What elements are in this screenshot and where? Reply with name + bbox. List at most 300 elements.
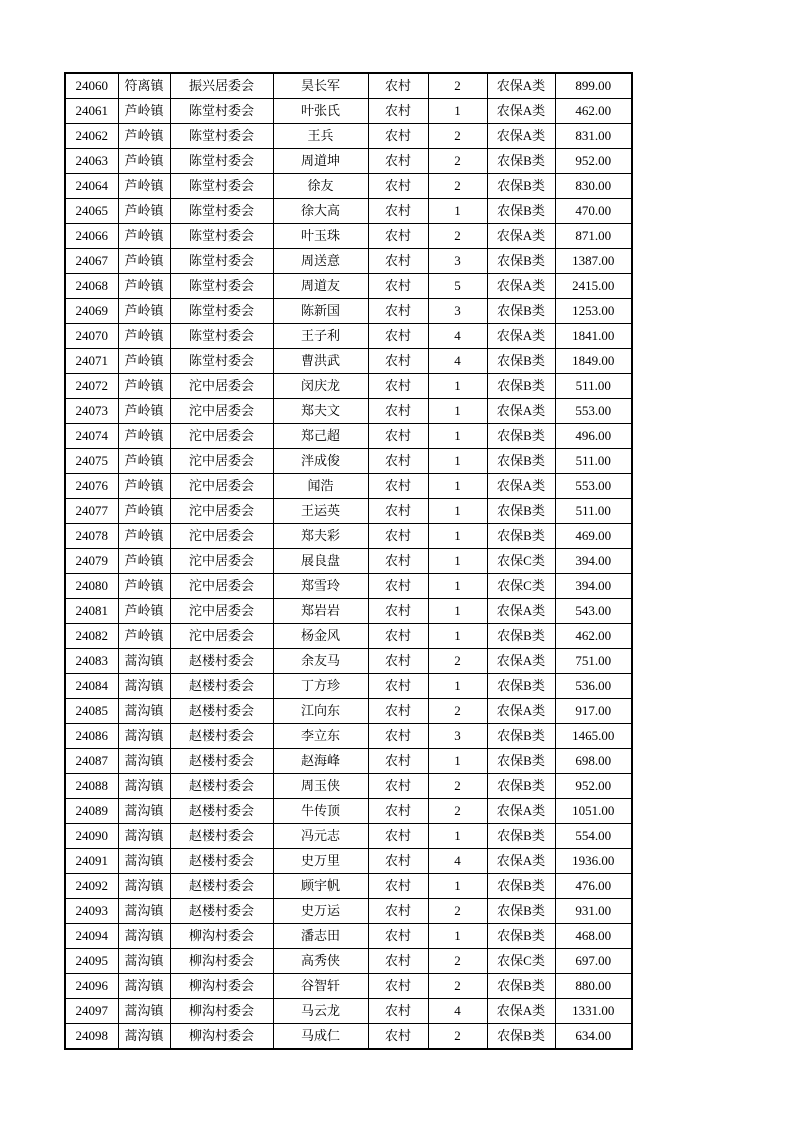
cell-village-committee: 沱中居委会 [170,624,273,649]
cell-amount: 917.00 [555,699,632,724]
cell-person-count: 2 [428,974,487,999]
cell-insurance-category: 农保A类 [487,849,555,874]
cell-person-name: 牛传顶 [273,799,368,824]
cell-insurance-category: 农保B类 [487,899,555,924]
cell-person-name: 马云龙 [273,999,368,1024]
cell-person-count: 1 [428,474,487,499]
cell-person-count: 2 [428,1024,487,1050]
cell-insurance-category: 农保B类 [487,174,555,199]
table-row [65,649,632,674]
cell-residence-type: 农村 [368,249,428,274]
cell-record-id: 24065 [65,199,118,224]
cell-person-count: 1 [428,624,487,649]
cell-residence-type: 农村 [368,949,428,974]
cell-person-name: 顾宇帆 [273,874,368,899]
cell-person-name: 郑岩岩 [273,599,368,624]
cell-insurance-category: 农保B类 [487,974,555,999]
cell-person-name: 余友马 [273,649,368,674]
cell-insurance-category: 农保B类 [487,749,555,774]
cell-amount: 553.00 [555,399,632,424]
cell-person-name: 曹洪武 [273,349,368,374]
table-row [65,424,632,449]
cell-village-committee: 沱中居委会 [170,499,273,524]
cell-town: 芦岭镇 [118,449,170,474]
cell-amount: 1253.00 [555,299,632,324]
cell-record-id: 24069 [65,299,118,324]
cell-person-count: 2 [428,224,487,249]
cell-amount: 394.00 [555,549,632,574]
cell-amount: 394.00 [555,574,632,599]
cell-record-id: 24068 [65,274,118,299]
table-row [65,524,632,549]
cell-town: 芦岭镇 [118,424,170,449]
cell-residence-type: 农村 [368,749,428,774]
cell-record-id: 24081 [65,599,118,624]
cell-residence-type: 农村 [368,349,428,374]
cell-town: 芦岭镇 [118,524,170,549]
cell-town: 芦岭镇 [118,474,170,499]
cell-record-id: 24088 [65,774,118,799]
cell-insurance-category: 农保A类 [487,649,555,674]
cell-person-name: 杨金风 [273,624,368,649]
cell-town: 符离镇 [118,73,170,99]
cell-insurance-category: 农保A类 [487,399,555,424]
cell-insurance-category: 农保C类 [487,949,555,974]
cell-amount: 553.00 [555,474,632,499]
cell-person-count: 1 [428,374,487,399]
cell-person-count: 1 [428,524,487,549]
cell-residence-type: 农村 [368,674,428,699]
cell-town: 蒿沟镇 [118,824,170,849]
cell-town: 芦岭镇 [118,149,170,174]
cell-person-count: 1 [428,574,487,599]
cell-person-name: 徐友 [273,174,368,199]
cell-person-count: 3 [428,724,487,749]
cell-town: 芦岭镇 [118,299,170,324]
cell-record-id: 24089 [65,799,118,824]
cell-village-committee: 赵楼村委会 [170,774,273,799]
cell-residence-type: 农村 [368,1024,428,1050]
cell-person-name: 陈新国 [273,299,368,324]
cell-village-committee: 柳沟村委会 [170,974,273,999]
cell-village-committee: 陈堂村委会 [170,274,273,299]
cell-insurance-category: 农保A类 [487,799,555,824]
cell-residence-type: 农村 [368,374,428,399]
table-row [65,624,632,649]
cell-town: 蒿沟镇 [118,924,170,949]
table-row [65,174,632,199]
cell-insurance-category: 农保A类 [487,999,555,1024]
cell-town: 蒿沟镇 [118,774,170,799]
cell-record-id: 24094 [65,924,118,949]
cell-amount: 543.00 [555,599,632,624]
cell-town: 蒿沟镇 [118,1024,170,1050]
cell-person-count: 2 [428,699,487,724]
cell-insurance-category: 农保B类 [487,299,555,324]
cell-village-committee: 赵楼村委会 [170,849,273,874]
cell-amount: 1936.00 [555,849,632,874]
cell-person-name: 泮成俊 [273,449,368,474]
cell-village-committee: 沱中居委会 [170,474,273,499]
cell-record-id: 24079 [65,549,118,574]
cell-village-committee: 沱中居委会 [170,424,273,449]
cell-amount: 952.00 [555,774,632,799]
cell-town: 芦岭镇 [118,274,170,299]
table-row [65,749,632,774]
cell-town: 芦岭镇 [118,174,170,199]
cell-record-id: 24066 [65,224,118,249]
cell-amount: 952.00 [555,149,632,174]
cell-person-name: 冯元志 [273,824,368,849]
cell-residence-type: 农村 [368,824,428,849]
table-row [65,349,632,374]
cell-amount: 1051.00 [555,799,632,824]
cell-person-count: 5 [428,274,487,299]
cell-person-name: 丁方珍 [273,674,368,699]
cell-person-name: 谷智轩 [273,974,368,999]
cell-town: 芦岭镇 [118,549,170,574]
cell-insurance-category: 农保B类 [487,724,555,749]
cell-person-count: 1 [428,874,487,899]
table-row [65,224,632,249]
cell-village-committee: 陈堂村委会 [170,324,273,349]
table-row [65,824,632,849]
cell-record-id: 24072 [65,374,118,399]
table-row [65,124,632,149]
table-row [65,474,632,499]
cell-village-committee: 陈堂村委会 [170,99,273,124]
cell-village-committee: 陈堂村委会 [170,224,273,249]
cell-amount: 2415.00 [555,274,632,299]
cell-record-id: 24071 [65,349,118,374]
cell-residence-type: 农村 [368,399,428,424]
cell-record-id: 24076 [65,474,118,499]
cell-person-name: 郑雪玲 [273,574,368,599]
cell-village-committee: 陈堂村委会 [170,249,273,274]
cell-person-count: 2 [428,949,487,974]
table-row [65,974,632,999]
cell-town: 蒿沟镇 [118,999,170,1024]
cell-person-name: 王子利 [273,324,368,349]
cell-town: 芦岭镇 [118,399,170,424]
table-row [65,199,632,224]
cell-record-id: 24083 [65,649,118,674]
cell-person-name: 周玉侠 [273,774,368,799]
table-row [65,299,632,324]
cell-record-id: 24090 [65,824,118,849]
cell-person-name: 郑夫文 [273,399,368,424]
cell-residence-type: 农村 [368,174,428,199]
cell-person-name: 叶张氏 [273,99,368,124]
cell-village-committee: 柳沟村委会 [170,1024,273,1050]
table-row [65,399,632,424]
table-row [65,274,632,299]
cell-town: 芦岭镇 [118,624,170,649]
cell-amount: 1841.00 [555,324,632,349]
cell-village-committee: 赵楼村委会 [170,649,273,674]
cell-insurance-category: 农保B类 [487,199,555,224]
table-row [65,1024,632,1050]
cell-record-id: 24085 [65,699,118,724]
cell-village-committee: 柳沟村委会 [170,949,273,974]
cell-insurance-category: 农保B类 [487,1024,555,1050]
cell-record-id: 24098 [65,1024,118,1050]
cell-insurance-category: 农保A类 [487,699,555,724]
cell-insurance-category: 农保B类 [487,774,555,799]
cell-amount: 830.00 [555,174,632,199]
table-row [65,674,632,699]
table-body [65,73,632,1049]
cell-record-id: 24061 [65,99,118,124]
cell-person-count: 1 [428,824,487,849]
cell-record-id: 24078 [65,524,118,549]
cell-person-count: 2 [428,899,487,924]
cell-town: 蒿沟镇 [118,974,170,999]
cell-amount: 468.00 [555,924,632,949]
cell-residence-type: 农村 [368,224,428,249]
cell-residence-type: 农村 [368,974,428,999]
cell-town: 芦岭镇 [118,99,170,124]
cell-person-count: 2 [428,149,487,174]
cell-town: 芦岭镇 [118,199,170,224]
cell-person-name: 潘志田 [273,924,368,949]
cell-record-id: 24092 [65,874,118,899]
cell-person-count: 3 [428,299,487,324]
cell-residence-type: 农村 [368,899,428,924]
table-row [65,73,632,99]
cell-amount: 1465.00 [555,724,632,749]
cell-record-id: 24082 [65,624,118,649]
cell-person-count: 2 [428,174,487,199]
cell-residence-type: 农村 [368,474,428,499]
cell-insurance-category: 农保B类 [487,424,555,449]
cell-village-committee: 赵楼村委会 [170,799,273,824]
cell-person-count: 2 [428,73,487,99]
cell-person-name: 徐大高 [273,199,368,224]
benefits-table [64,72,633,1050]
cell-person-name: 李立东 [273,724,368,749]
cell-residence-type: 农村 [368,774,428,799]
cell-insurance-category: 农保B类 [487,524,555,549]
cell-residence-type: 农村 [368,574,428,599]
cell-person-name: 王运英 [273,499,368,524]
cell-record-id: 24080 [65,574,118,599]
cell-village-committee: 陈堂村委会 [170,349,273,374]
cell-village-committee: 赵楼村委会 [170,824,273,849]
cell-person-count: 4 [428,999,487,1024]
cell-residence-type: 农村 [368,524,428,549]
cell-record-id: 24084 [65,674,118,699]
cell-amount: 496.00 [555,424,632,449]
cell-village-committee: 陈堂村委会 [170,124,273,149]
cell-residence-type: 农村 [368,999,428,1024]
cell-person-name: 王兵 [273,124,368,149]
cell-person-count: 1 [428,399,487,424]
cell-town: 蒿沟镇 [118,674,170,699]
table-row [65,149,632,174]
cell-record-id: 24097 [65,999,118,1024]
cell-insurance-category: 农保B类 [487,924,555,949]
cell-record-id: 24087 [65,749,118,774]
cell-record-id: 24077 [65,499,118,524]
cell-insurance-category: 农保A类 [487,73,555,99]
cell-residence-type: 农村 [368,599,428,624]
cell-village-committee: 赵楼村委会 [170,699,273,724]
cell-town: 芦岭镇 [118,574,170,599]
cell-amount: 698.00 [555,749,632,774]
cell-residence-type: 农村 [368,699,428,724]
cell-insurance-category: 农保B类 [487,824,555,849]
table-row [65,849,632,874]
cell-person-count: 1 [428,499,487,524]
cell-person-name: 高秀侠 [273,949,368,974]
cell-person-count: 1 [428,99,487,124]
cell-insurance-category: 农保B类 [487,674,555,699]
cell-amount: 751.00 [555,649,632,674]
cell-residence-type: 农村 [368,849,428,874]
cell-residence-type: 农村 [368,449,428,474]
table-row [65,249,632,274]
cell-insurance-category: 农保B类 [487,374,555,399]
cell-person-name: 江向东 [273,699,368,724]
cell-residence-type: 农村 [368,549,428,574]
cell-town: 蒿沟镇 [118,949,170,974]
cell-residence-type: 农村 [368,924,428,949]
cell-town: 芦岭镇 [118,349,170,374]
cell-person-name: 马成仁 [273,1024,368,1050]
cell-insurance-category: 农保B类 [487,349,555,374]
cell-amount: 899.00 [555,73,632,99]
cell-record-id: 24091 [65,849,118,874]
cell-record-id: 24095 [65,949,118,974]
cell-person-count: 1 [428,749,487,774]
cell-record-id: 24073 [65,399,118,424]
cell-person-name: 郑夫彩 [273,524,368,549]
cell-residence-type: 农村 [368,73,428,99]
cell-town: 芦岭镇 [118,124,170,149]
cell-village-committee: 振兴居委会 [170,73,273,99]
cell-amount: 476.00 [555,874,632,899]
cell-person-count: 1 [428,599,487,624]
cell-town: 芦岭镇 [118,224,170,249]
cell-town: 蒿沟镇 [118,874,170,899]
table-row [65,599,632,624]
cell-town: 芦岭镇 [118,374,170,399]
table-row [65,699,632,724]
table-row [65,774,632,799]
cell-person-name: 展良盘 [273,549,368,574]
cell-person-count: 2 [428,649,487,674]
table-row [65,899,632,924]
cell-town: 蒿沟镇 [118,699,170,724]
cell-record-id: 24063 [65,149,118,174]
cell-person-name: 叶玉珠 [273,224,368,249]
cell-village-committee: 沱中居委会 [170,449,273,474]
cell-village-committee: 沱中居委会 [170,374,273,399]
cell-record-id: 24064 [65,174,118,199]
cell-person-count: 1 [428,199,487,224]
cell-person-count: 1 [428,424,487,449]
cell-person-name: 周送意 [273,249,368,274]
cell-insurance-category: 农保B类 [487,624,555,649]
cell-insurance-category: 农保A类 [487,224,555,249]
cell-amount: 536.00 [555,674,632,699]
cell-insurance-category: 农保C类 [487,549,555,574]
cell-insurance-category: 农保A类 [487,474,555,499]
cell-insurance-category: 农保B类 [487,249,555,274]
cell-village-committee: 赵楼村委会 [170,674,273,699]
cell-town: 蒿沟镇 [118,649,170,674]
cell-person-count: 2 [428,799,487,824]
cell-residence-type: 农村 [368,99,428,124]
cell-amount: 511.00 [555,449,632,474]
cell-village-committee: 赵楼村委会 [170,899,273,924]
cell-village-committee: 沱中居委会 [170,599,273,624]
cell-amount: 554.00 [555,824,632,849]
cell-residence-type: 农村 [368,799,428,824]
cell-amount: 511.00 [555,374,632,399]
cell-village-committee: 陈堂村委会 [170,199,273,224]
cell-residence-type: 农村 [368,274,428,299]
table-row [65,924,632,949]
cell-town: 蒿沟镇 [118,799,170,824]
cell-village-committee: 陈堂村委会 [170,149,273,174]
cell-amount: 634.00 [555,1024,632,1050]
cell-residence-type: 农村 [368,199,428,224]
cell-person-count: 1 [428,549,487,574]
cell-person-count: 1 [428,674,487,699]
cell-person-name: 周道坤 [273,149,368,174]
cell-amount: 697.00 [555,949,632,974]
cell-insurance-category: 农保A类 [487,274,555,299]
cell-residence-type: 农村 [368,124,428,149]
cell-town: 芦岭镇 [118,499,170,524]
cell-village-committee: 陈堂村委会 [170,299,273,324]
table-row [65,324,632,349]
cell-village-committee: 沱中居委会 [170,574,273,599]
cell-person-name: 史万里 [273,849,368,874]
cell-record-id: 24096 [65,974,118,999]
table-row [65,374,632,399]
cell-person-count: 1 [428,924,487,949]
cell-amount: 871.00 [555,224,632,249]
cell-record-id: 24093 [65,899,118,924]
cell-village-committee: 沱中居委会 [170,549,273,574]
cell-village-committee: 陈堂村委会 [170,174,273,199]
cell-residence-type: 农村 [368,324,428,349]
cell-town: 蒿沟镇 [118,849,170,874]
table-row [65,99,632,124]
cell-village-committee: 赵楼村委会 [170,749,273,774]
cell-residence-type: 农村 [368,424,428,449]
cell-residence-type: 农村 [368,299,428,324]
cell-insurance-category: 农保B类 [487,449,555,474]
cell-residence-type: 农村 [368,149,428,174]
cell-amount: 1387.00 [555,249,632,274]
cell-insurance-category: 农保A类 [487,324,555,349]
cell-village-committee: 柳沟村委会 [170,924,273,949]
cell-record-id: 24070 [65,324,118,349]
cell-person-name: 史万运 [273,899,368,924]
cell-person-name: 闻浩 [273,474,368,499]
cell-amount: 931.00 [555,899,632,924]
cell-person-name: 昊长军 [273,73,368,99]
cell-village-committee: 沱中居委会 [170,524,273,549]
cell-person-count: 4 [428,849,487,874]
table-row [65,799,632,824]
cell-amount: 880.00 [555,974,632,999]
cell-town: 芦岭镇 [118,249,170,274]
